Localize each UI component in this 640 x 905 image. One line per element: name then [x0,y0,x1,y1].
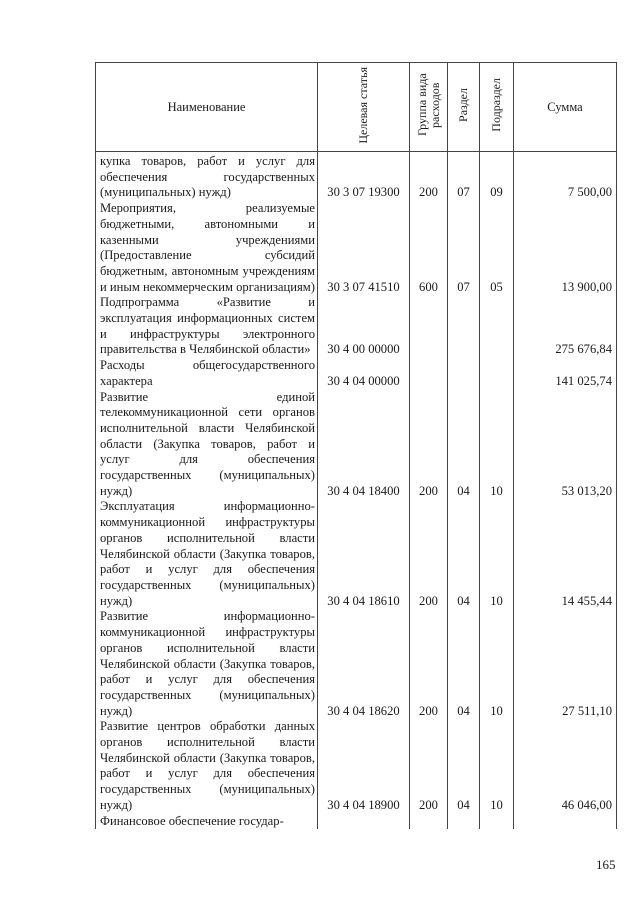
row-sum: 7 500,00 [514,152,617,202]
row-name: Расходы общегосударственного характера [96,358,318,389]
budget-table [95,62,617,829]
row-section [448,358,480,389]
row-section: 07 [448,201,480,295]
row-subsection [480,295,514,358]
table-row [96,499,617,609]
row-subsection: 10 [480,390,514,500]
row-group: 200 [410,499,448,609]
table-header [96,63,617,152]
row-name: Развитие единой телекоммуникационной сети органов исполнительной власти Челябинской области (Закупка товаров, работ и услуг для обеспечения государственных (муниципальных) нужд) [96,390,318,500]
row-code: 30 4 04 18900 [318,719,410,813]
row-code: 30 3 07 41510 [318,201,410,295]
row-sum: 53 013,20 [514,390,617,500]
row-subsection: 05 [480,201,514,295]
row-code: 30 4 04 00000 [318,358,410,389]
header-expense-group: Группа вида расходов [410,63,448,152]
row-name: Эксплуатация информационно-коммуникационной инфраструктуры органов исполнительной власти Челябинской области (Закупка товаров, работ и услуг для обеспечения государственных (муниципальных) нужд) [96,499,318,609]
row-name: Развитие центров обработки данных органов исполнительной власти Челябинской области (Закупка товаров, работ и услуг для обеспечения государственных (муниципальных) нужд) [96,719,318,813]
row-section [448,814,480,830]
row-subsection: 10 [480,499,514,609]
row-section: 04 [448,499,480,609]
table-row [96,295,617,358]
row-subsection [480,814,514,830]
table-row [96,201,617,295]
row-group: 600 [410,201,448,295]
table-row [96,814,617,830]
row-section: 04 [448,390,480,500]
row-subsection: 10 [480,609,514,719]
row-sum: 14 455,44 [514,499,617,609]
row-group: 200 [410,152,448,202]
row-code: 30 4 04 18620 [318,609,410,719]
row-sum: 13 900,00 [514,201,617,295]
row-sum: 141 025,74 [514,358,617,389]
table-row [96,390,617,500]
page-number: 165 [596,857,616,872]
row-sum: 46 046,00 [514,719,617,813]
row-code: 30 4 00 00000 [318,295,410,358]
row-group [410,358,448,389]
row-sum: 27 511,10 [514,609,617,719]
header-subsection: Подраздел [480,63,514,152]
table-row [96,358,617,389]
header-sum: Сумма [514,63,617,152]
row-code [318,814,410,830]
table-body [96,152,617,830]
row-section: 07 [448,152,480,202]
table-row [96,719,617,813]
row-group [410,814,448,830]
row-subsection [480,358,514,389]
row-section: 04 [448,609,480,719]
row-name: купка товаров, работ и услуг для обеспечения государственных (муниципальных) нужд) [96,152,318,202]
header-name: Наименование [96,63,318,152]
row-sum [514,814,617,830]
header-section: Раздел [448,63,480,152]
row-section: 04 [448,719,480,813]
table-row [96,609,617,719]
row-subsection: 09 [480,152,514,202]
row-name: Развитие информационно-коммуникационной инфраструктуры органов исполнительной власти Челябинской области (Закупка товаров, работ и услуг для обеспечения государственных (муниципальных) нужд) [96,609,318,719]
row-code: 30 3 07 19300 [318,152,410,202]
row-subsection: 10 [480,719,514,813]
row-sum: 275 676,84 [514,295,617,358]
row-group [410,295,448,358]
row-section [448,295,480,358]
row-name: Мероприятия, реализуемые бюджетными, автономными и казенными учреждениями (Предоставление субсидий бюджетным, автономным учреждениям и иным некоммерческим организациям) [96,201,318,295]
row-group: 200 [410,719,448,813]
row-name: Финансовое обеспечение государ- [96,814,318,830]
row-name: Подпрограмма «Развитие и эксплуатация информационных систем и инфраструктуры электронного правительства в Челябинской области» [96,295,318,358]
table-row [96,152,617,202]
row-code: 30 4 04 18400 [318,390,410,500]
row-group: 200 [410,390,448,500]
row-code: 30 4 04 18610 [318,499,410,609]
row-group: 200 [410,609,448,719]
header-target-article: Целевая статья [318,63,410,152]
